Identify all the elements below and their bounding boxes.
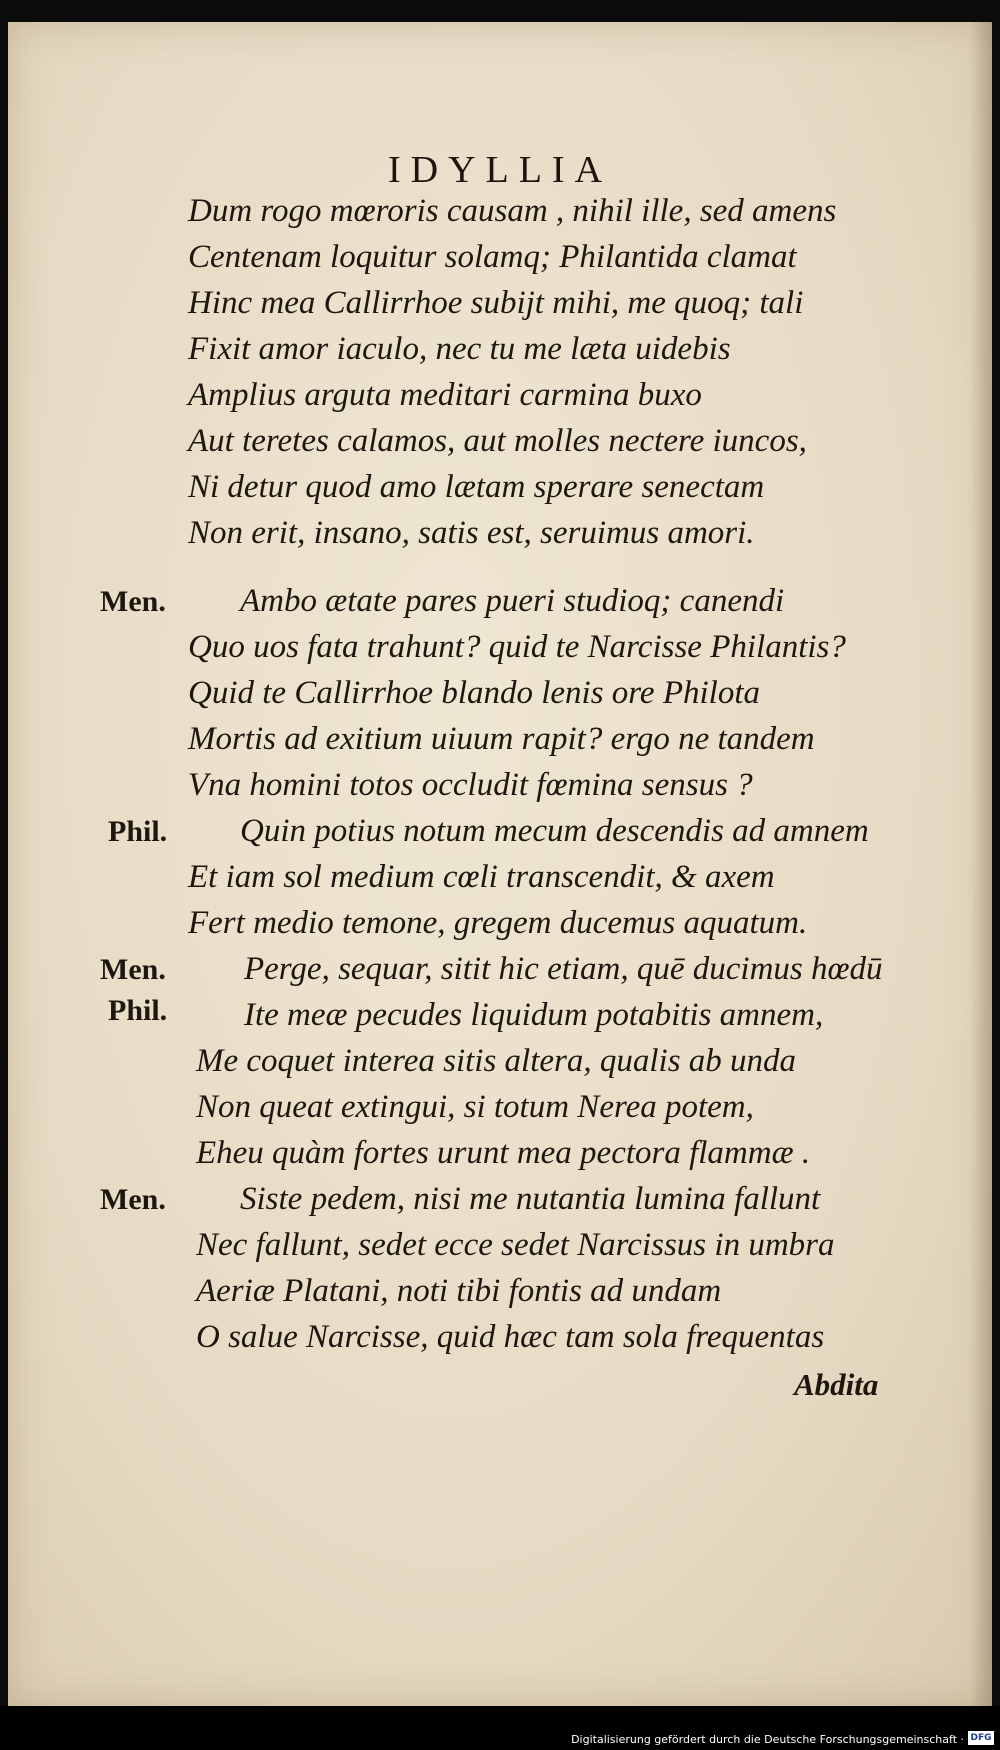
book-page bbox=[8, 22, 992, 1706]
catchword: Abdita bbox=[794, 1367, 879, 1402]
speaker-label: Men. bbox=[100, 1183, 166, 1216]
verse-line: Amplius arguta meditari carmina buxo bbox=[188, 377, 702, 413]
verse-line: Dum rogo mœroris causam , nihil ille, sed amens bbox=[188, 193, 837, 229]
verse-line: Siste pedem, nisi me nutantia lumina fallunt bbox=[240, 1181, 821, 1217]
verse-line: Eheu quàm fortes urunt mea pectora flammæ . bbox=[196, 1135, 811, 1171]
verse-line: Ambo ætate pares pueri studioq; canendi bbox=[240, 583, 785, 619]
funding-credit: Digitalisierung gefördert durch die Deutsche Forschungsgemeinschaft · bbox=[571, 1733, 964, 1746]
verse-line: Ni detur quod amo lætam sperare senectam bbox=[188, 469, 765, 505]
verse-line: Quo uos fata trahunt? quid te Narcisse Philantis? bbox=[188, 629, 846, 665]
verse-line: Quid te Callirrhoe blando lenis ore Philota bbox=[188, 675, 760, 711]
verse-line: Mortis ad exitium uiuum rapit? ergo ne tandem bbox=[188, 721, 815, 757]
verse-line: Centenam loquitur solamq; Philantida clamat bbox=[188, 239, 797, 275]
verse-line: Non queat extingui, si totum Nerea potem, bbox=[196, 1089, 754, 1125]
running-head: IDYLLIA bbox=[387, 149, 613, 191]
verse-line: Nec fallunt, sedet ecce sedet Narcissus in umbra bbox=[196, 1227, 835, 1263]
dfg-logo: DFG bbox=[968, 1731, 994, 1745]
speaker-label: Phil. bbox=[108, 815, 168, 848]
verse-line: Perge, sequar, sitit hic etiam, quē ducimus hœdū bbox=[244, 951, 883, 987]
verse-line: Ite meæ pecudes liquidum potabitis amnem, bbox=[244, 997, 824, 1033]
verse-line: Aut teretes calamos, aut molles nectere iuncos, bbox=[188, 423, 807, 459]
verse-line: Hinc mea Callirrhoe subijt mihi, me quoq; tali bbox=[188, 285, 804, 321]
verse-line: Quin potius notum mecum descendis ad amnem bbox=[240, 813, 869, 849]
verse-line: Vna homini totos occludit fœmina sensus ? bbox=[188, 767, 753, 803]
verse-line: O salue Narcisse, quid hæc tam sola frequentas bbox=[196, 1319, 825, 1355]
verse-line: Fixit amor iaculo, nec tu me læta uidebis bbox=[188, 331, 731, 367]
verse-line: Et iam sol medium cœli transcendit, & axem bbox=[188, 859, 775, 895]
speaker-label: Men. bbox=[100, 585, 166, 618]
verse-line: Non erit, insano, satis est, seruimus amori. bbox=[188, 515, 755, 551]
speaker-label: Phil. bbox=[108, 994, 168, 1027]
verse-line: Aeriæ Platani, noti tibi fontis ad undam bbox=[196, 1273, 722, 1309]
verse-line: Me coquet interea sitis altera, qualis ab unda bbox=[196, 1043, 797, 1079]
verse-line: Fert medio temone, gregem ducemus aquatum. bbox=[188, 905, 808, 941]
speaker-label: Men. bbox=[100, 953, 166, 986]
